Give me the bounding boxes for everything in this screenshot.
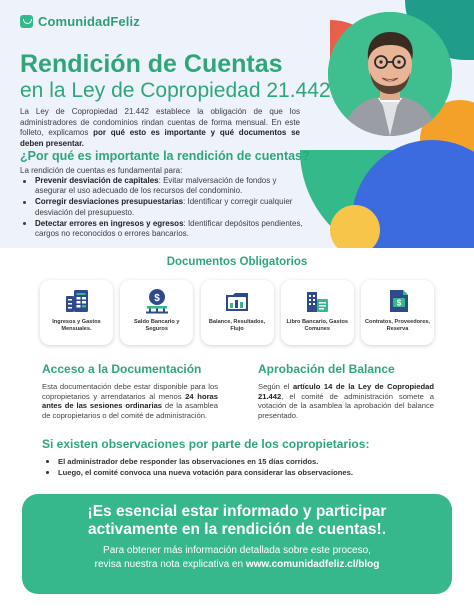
intro-bold-text: por qué esto es importante y qué documentos se deben presentar. (20, 128, 301, 148)
why-lead-text: La rendición de cuentas es fundamental para: (20, 166, 183, 175)
approval-paragraph (258, 382, 434, 420)
decor-shape (330, 205, 380, 248)
access-title: Acceso a la Documentación (42, 362, 202, 376)
observations-title: Si existen observaciones por parte de los copropietarios: (42, 437, 370, 451)
approval-text: Según el (258, 382, 293, 391)
person-photo (328, 12, 452, 136)
blog-link[interactable]: www.comunidadfeliz.cl/blog (245, 559, 380, 570)
documents-row (40, 280, 434, 345)
list-item: Luego, el comité convoca una nueva votación para considerar las observaciones. (42, 467, 442, 478)
item-bold: Detectar errores en ingresos y egresos (35, 218, 184, 228)
folder-chart-icon (223, 287, 251, 315)
brand-name: ComunidadFeliz (38, 14, 140, 29)
list-item: El administrador debe responder las observaciones en 15 días corridos. (42, 456, 442, 467)
access-paragraph (42, 382, 218, 420)
document-label: Saldo Bancario y Seguros (134, 319, 180, 332)
ledger-icon (63, 287, 91, 315)
document-card (201, 280, 274, 345)
intro-paragraph (20, 107, 300, 149)
svg-text:$: $ (153, 293, 160, 304)
list-item (20, 197, 310, 218)
building-book-icon (303, 287, 331, 315)
document-label: Contratos, Proveedores, Reserva (365, 319, 430, 332)
access-text: Esta documentación debe estar disponible para los copropietarios y arrendatarios al menos (42, 382, 218, 401)
approval-bold-text: artículo 14 de la Ley de Copropiedad 21.442 (258, 382, 434, 401)
list-item (20, 219, 310, 240)
why-list (20, 176, 310, 240)
bank-balance-icon (143, 287, 171, 315)
document-card (120, 280, 193, 345)
approval-title: Aprobación del Balance (258, 362, 395, 376)
item-text: : Identificar depósitos pendientes, cargos no reconocidos o errores bancarios. (35, 218, 303, 239)
page-subtitle: en la Ley de Copropiedad 21.442 (20, 79, 331, 102)
document-label: Libro Bancario, Gastos Comunes (286, 319, 349, 332)
why-section-title: ¿Por qué es importante la rendición de cuentas? (20, 149, 310, 163)
cta-text: Para obtener más información detallada sobre este proceso, (103, 545, 371, 556)
document-card (361, 280, 434, 345)
hero-section (0, 0, 474, 248)
document-card (40, 280, 113, 345)
item-bold: Corregir desviaciones presupuestarias (35, 197, 184, 207)
documents-title: Documentos Obligatorios (166, 256, 308, 268)
list-item (20, 176, 310, 197)
cta-banner (22, 494, 452, 594)
brand-logo (20, 14, 140, 29)
access-bold-text: 24 horas antes de las sesiones ordinarias (42, 391, 218, 411)
money-document-icon (384, 287, 412, 315)
intro-text: La Ley de Copropiedad 21.442 establece la obligación de que los administradores de condominios rindan cuentas de forma mensual. En este folleto, explicamos (20, 107, 300, 137)
cta-headline: activamente en la rendición de cuentas!. (87, 521, 387, 538)
cta-text-part: revisa nuestra nota explicativa en (94, 559, 246, 570)
cta-text (22, 559, 452, 570)
item-text: : Evitar malversación de fondos y asegurar el uso adecuado de los recursos del condominio. (35, 176, 277, 196)
approval-text: , el comité de administración somete a votación de la asamblea la aprobación del balance presentado. (258, 391, 434, 420)
document-card (281, 280, 354, 345)
logo-icon (20, 15, 33, 28)
observations-list (42, 456, 442, 478)
access-text: de la asamblea de copropietarios o del comité de administración. (42, 401, 218, 420)
item-bold: Prevenir desviación de capitales (35, 176, 159, 185)
item-text: : Identificar y corregir cualquier desviación del presupuesto. (35, 197, 293, 217)
document-label: Ingresos y Gastos Mensuales. (52, 319, 101, 332)
page-title: Rendición de Cuentas (20, 50, 283, 78)
document-label: Balance, Resultados, Flujo (208, 319, 266, 332)
svg-text:$: $ (396, 298, 401, 308)
smiling-man-image (328, 12, 452, 136)
cta-headline: ¡Es esencial estar informado y participar (87, 503, 387, 520)
